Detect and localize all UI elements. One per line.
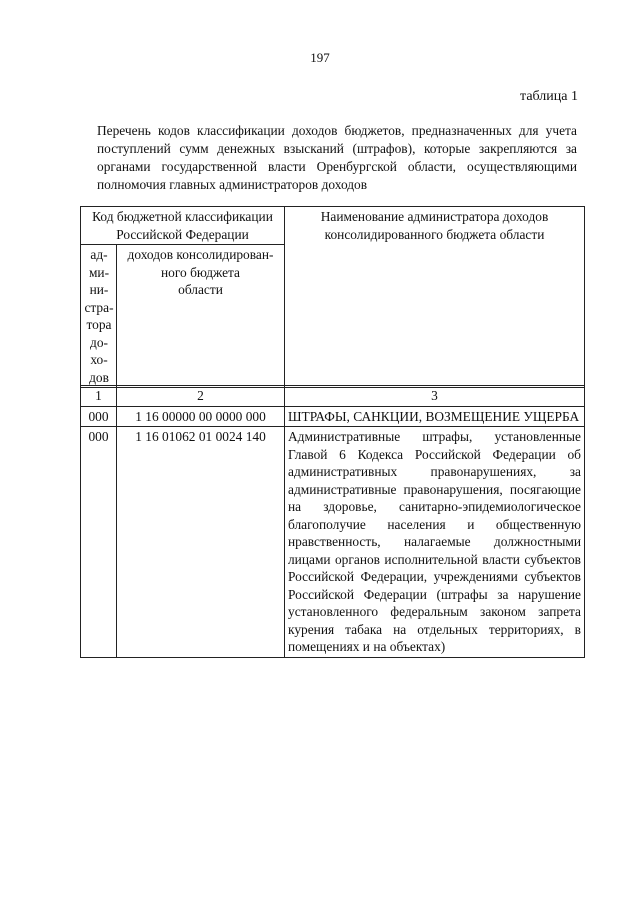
table-header <box>80 206 585 388</box>
header-row-top <box>81 207 585 245</box>
column-number: 2 <box>117 386 285 407</box>
column-number-row <box>81 386 585 407</box>
code-group-header: Код бюджетной классификации Российской Федерации <box>81 207 285 245</box>
row-budget-code: 1 16 01062 01 0024 140 <box>117 427 285 658</box>
admin-code-header-cell <box>81 245 117 388</box>
row-name: ШТРАФЫ, САНКЦИИ, ВОЗМЕЩЕНИЕ УЩЕРБА <box>285 406 585 427</box>
table-row <box>81 406 585 427</box>
row-admin-code: 000 <box>81 406 117 427</box>
row-admin-code: 000 <box>81 427 117 658</box>
column-number: 1 <box>81 386 117 407</box>
admin-name-header: Наименование администратора доходов консолидированного бюджета области <box>285 207 585 388</box>
table-row <box>81 427 585 658</box>
row-name: Административные штрафы, установленные Главой 6 Кодекса Российской Федерации об административных правонарушениях, за административные правонарушения, посягающие на здоровье, санитарно-эпидемиологическое благополучие населения и общественную нравственность, налагаемые должностными лицами органов исполнительной власти субъектов Российской Федерации, учреждениями субъектов Российской Федерации (штрафы за нарушение установленного федеральным законом запрета курения табака на отдельных территориях, в помещениях и на объектах) <box>285 427 585 658</box>
intro-paragraph: Перечень кодов классификации доходов бюджетов, предназначенных для учета поступлений сумм денежных взысканий (штрафов), которые закрепляются за органами государственной власти Оренбургской области, осуществляющими полномочия главных администраторов доходов <box>97 123 577 192</box>
row-budget-code: 1 16 00000 00 0000 000 <box>117 406 285 427</box>
data-table <box>80 385 585 658</box>
column-number: 3 <box>285 386 585 407</box>
page-number: 197 <box>310 50 330 65</box>
budget-code-header: доходов консолидирован- ного бюджета области <box>117 245 285 388</box>
admin-code-header: ад- ми- ни- стра- тора до- хо- дов <box>84 247 114 385</box>
table-label: таблица 1 <box>520 89 578 104</box>
